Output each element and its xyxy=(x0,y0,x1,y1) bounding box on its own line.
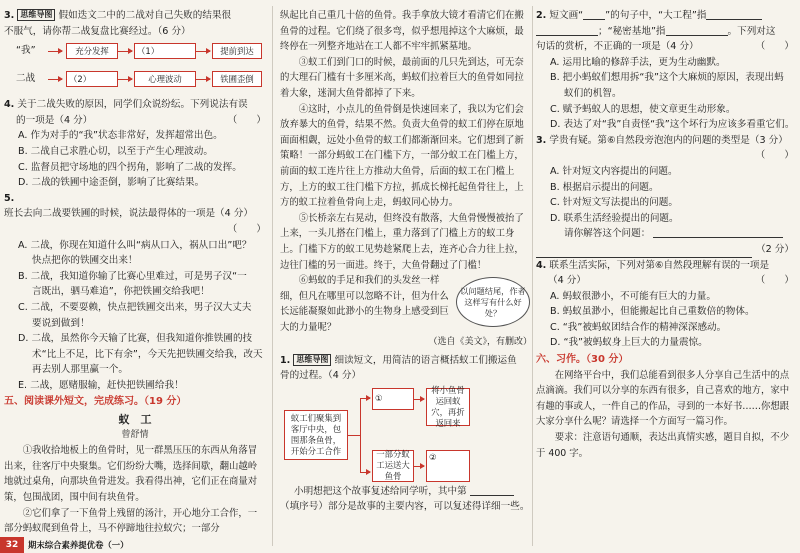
arrow-icon xyxy=(196,51,210,52)
question-5 xyxy=(4,191,266,394)
arrow-icon xyxy=(196,79,210,80)
question-text: （4 分） xyxy=(548,275,586,287)
option-a[interactable]: A. 作为对手的“我”状态非常好，发挥超常出色。 xyxy=(18,130,223,142)
column-divider xyxy=(272,6,273,546)
question-1 xyxy=(280,353,532,384)
question-text: ；“秘密基地”指 xyxy=(598,25,666,37)
answer-blank[interactable] xyxy=(706,19,762,20)
option-d[interactable]: D. 二战的铁圃中途歪倒，影响了比赛结果。 xyxy=(18,177,205,189)
flow-diagram xyxy=(4,41,266,95)
option-d[interactable]: D. 联系生活经验提出的问题。 xyxy=(550,212,679,224)
option-text: C. 二战，不要耍赖，快点把铁圃交出来，男子汉大丈夫 xyxy=(18,301,252,313)
section-heading: 六、习作。（30 分） xyxy=(536,354,629,366)
question-2 xyxy=(536,8,794,133)
option-a[interactable]: A. 运用比喻的修辞手法，更为生动幽默。 xyxy=(550,56,726,68)
option-text: 言既出，驷马难追”，你把铁圃交给我吧！ xyxy=(32,286,210,298)
option-b[interactable] xyxy=(536,70,794,101)
answer-paren[interactable]: （ ） xyxy=(755,41,794,53)
option-text: B. 把小蚂蚁们想用拆“我”这个大麻烦的原因，表现出蚂 xyxy=(550,72,784,84)
question-text: 的一项是（4 分） xyxy=(16,114,93,126)
flow-row-label: “我” xyxy=(16,45,36,57)
question-3-right xyxy=(536,133,794,258)
question-text: 不服气，请你帮二战复盘比赛经过。（6 分） xyxy=(4,25,191,37)
question-number: 4. xyxy=(4,99,15,111)
essay-last-paragraph-block xyxy=(280,273,532,335)
answer-blank[interactable] xyxy=(583,19,605,20)
flow-box: 充分发挥 xyxy=(66,43,118,59)
essay-paragraph: ④这时，小点儿的鱼骨倒是快速回来了，我以为它们会放弃暴大的鱼骨，结果不然。负责大鱼骨的蚁工们停在原地面面相觑，远处小鱼骨的蚁工们都渐渐回来。它们想到了新策略！一部分蚂蚁工在门槛下方，一部分蚁工在门槛上方，前面的蚁工连片往上方推动大鱼骨，后面的蚁工在门槛上方，上方的蚁工往门槛下方拉，抓成长梯托起鱼骨往上，上方的蚁工拉着鱼骨向上走，蚂蚁同心协力。 xyxy=(280,103,524,209)
question-text: 联系生活实际，下列对第⑥自然段理解有误的一项是 xyxy=(549,259,770,271)
question-4 xyxy=(4,97,266,191)
flow-answer-box[interactable]: （1） xyxy=(134,43,196,59)
question-number: 2. xyxy=(536,10,547,21)
question-number: 4. xyxy=(536,259,547,271)
option-b[interactable]: B. 蚂蚁虽渺小，但能搬起比自己重数倍的物体。 xyxy=(550,306,755,318)
option-text: 快点把你的铁圃交出来！ xyxy=(32,255,138,267)
option-text: 要说到做到！ xyxy=(32,317,90,329)
option-b[interactable]: B. 二战自己求胜心切，以至于产生心理波动。 xyxy=(18,145,213,157)
question-text: 关于二战失败的原因，同学们众说纷纭。下列说法有误 xyxy=(17,99,248,111)
arrow-icon xyxy=(48,79,62,80)
option-c[interactable]: C. 针对短文写法提出的问题。 xyxy=(550,197,678,209)
option-a[interactable] xyxy=(4,238,266,269)
answer-paren[interactable]: （ ） xyxy=(755,275,794,287)
column-right xyxy=(536,8,794,461)
option-text: D. 二战，虽然你今天输了比赛，但我知道你推铁圃的技 xyxy=(18,333,253,345)
option-text: A. 二战，你现在知道什么叫“病从口入，祸从口出”吧？ xyxy=(18,239,252,251)
page-footer xyxy=(0,537,130,553)
connector-line xyxy=(360,398,361,472)
column-left xyxy=(4,8,266,537)
question-text: 假如迭文二中的二战对自己失败的结果很 xyxy=(58,10,232,21)
writing-prompt: 在网络平台中，我们总能看到很多人分享自己生活中的点点滴滴。我们可以分享的东西有很多，自己喜欢的地方，家中有趣的事或人，一件自己的作品，寻到的一本好书……你想跟大家分享什么呢？请选择一个方面写一篇习作。 xyxy=(536,369,790,428)
option-c[interactable] xyxy=(4,300,266,331)
essay-source: （选自《美文》，有删改） xyxy=(428,337,532,348)
question-text: 骨的过程。（4 分） xyxy=(280,370,362,382)
process-box: 一部分蚁工运送大鱼骨 xyxy=(372,450,414,482)
question-text: 句话的赏析，不正确的一项是（4 分） xyxy=(536,41,699,53)
score-label: （2 分） xyxy=(756,243,794,255)
arrow-icon xyxy=(414,399,424,400)
question-text: 。下列对这 xyxy=(727,25,776,37)
question-text: 学贵有疑。第⑥自然段旁泡泡内的问题的类型是（3 分） xyxy=(549,134,788,146)
process-start-box: 蚁工们聚集到客厅中央，包围那条鱼骨，开始分工合作 xyxy=(284,410,348,460)
answer-paren[interactable]: （ ） xyxy=(755,150,794,162)
column-divider xyxy=(532,6,533,546)
mind-map-tag: 思维导图 xyxy=(17,9,55,21)
question-text: ”的句子中，“大工程”指 xyxy=(605,10,707,21)
question-number: 1. xyxy=(280,354,291,366)
option-d[interactable]: D. “我”被蚂蚁身上巨大的力量震惊。 xyxy=(550,337,708,349)
question-number: 3. xyxy=(536,134,547,146)
arrow-icon xyxy=(414,466,424,467)
essay-paragraph: ③蚁工们到门口的时候，最前面的几只先到达，可无奈的大理石门槛有十多厘米高，蚂蚁们拉着巨大的鱼骨如同拉着大象，迷洞大鱼骨都掉了下来。 xyxy=(280,56,524,99)
question-text: 班长去向二战要铁圃的时候，说法最得体的一项是（4 分） xyxy=(4,208,253,220)
question-4-right xyxy=(536,258,794,352)
section-heading: 五、阅读课外短文，完成练习。（19 分） xyxy=(4,396,187,408)
essay-paragraph: ①我收拾地板上的鱼骨时，见一群黑压压的东西从角落冒出来，往客厅中央聚集。它们纷纷大嘴，选择间歇，翻山越岭地就过桌角，向那块鱼骨进发。我看得出神，它们正在商量对策，包围战团，围中间有块鱼骨。 xyxy=(4,445,258,504)
option-c[interactable]: C. 赋予蚂蚁人的思想，使文章更生动形象。 xyxy=(550,103,736,115)
essay-title: 蚁 工 xyxy=(118,413,152,427)
option-b[interactable]: B. 根据启示提出的问题。 xyxy=(550,181,659,193)
answer-paren[interactable]: （ ） xyxy=(227,114,266,126)
flow-box: 心理波动 xyxy=(134,71,196,87)
option-text: 术“比上不足，比下有余”，今天先把铁圃交给我，改天 xyxy=(32,348,263,360)
thought-bubble: 以问题结尾，作者这样写有什么好处？ xyxy=(456,277,530,327)
option-text: 再去别人那里赢一个。 xyxy=(32,364,128,376)
arrow-icon xyxy=(360,472,370,473)
arrow-icon xyxy=(118,51,132,52)
option-b[interactable] xyxy=(4,269,266,300)
essay-paragraph: 纵起比自己重几十倍的鱼骨。我手拿放大镜才看清它们在搬鱼骨的过程。它们绕了很多弯，似乎想甩掉这个大麻烦，最终停在一列整齐地站在工人都不牢牢抓紧墓地。 xyxy=(280,10,524,53)
option-text: 蚁们的机智。 xyxy=(564,87,622,99)
option-a[interactable]: A. 蚂蚁很渺小，不可能有巨大的力量。 xyxy=(550,290,716,302)
question-3 xyxy=(4,8,266,39)
answer-line[interactable] xyxy=(653,237,783,238)
mind-map-tag: 思维导图 xyxy=(293,354,331,366)
connector-line xyxy=(348,435,360,436)
flow-box: 铁圃歪倒 xyxy=(212,71,262,87)
question-text: （填序号）部分是故事的主要内容，可以复述得详细一些。 xyxy=(280,501,530,513)
answer-prompt: 请你解答这个问题： xyxy=(564,228,651,240)
essay-author: 曾舒情 xyxy=(121,429,149,440)
essay-paragraph: ②它们拿了一下鱼骨上残留的汤汁，开心地分工合作，一部分蚂蚁爬到鱼骨上，马不停蹄地往拉蚁穴；一部分 xyxy=(4,507,258,535)
essay-paragraph: ⑤长桥亲左右晃动，但终没有散落，大鱼骨慢慢被抬了上来，一头儿搭在门槛上，重力落到了门槛上方的蚁工身上。门槛下方的蚁工见势趁紧爬上去，连齐心合力往上拉，边往门槛的另一面进。终于，大鱼骨翻过了门槛！ xyxy=(280,212,524,271)
essay-paragraph: ⑥蚂蚁的手足和我们的头发丝一样细，但凡在哪里可以忽略不计，但为什么长远能凝聚如此渺小的生物身上感受到巨大的力量呢？ xyxy=(280,275,449,333)
answer-blank[interactable] xyxy=(666,35,728,36)
answer-blank[interactable] xyxy=(470,495,514,496)
arrow-icon xyxy=(48,51,62,52)
question-number: 3. xyxy=(4,10,15,21)
answer-blank[interactable] xyxy=(536,35,598,36)
process-box: 将小鱼骨运回蚁穴，再折返回来 xyxy=(426,388,470,426)
option-c[interactable]: C. “我”被蚂蚁团结合作的精神深深感动。 xyxy=(550,321,727,333)
question-text: 短文画“ xyxy=(549,10,584,21)
answer-paren[interactable]: （ ） xyxy=(227,223,266,235)
flow-row-label: 二战 xyxy=(16,73,36,85)
arrow-icon xyxy=(118,79,132,80)
writing-requirement: 要求：注意语句通顺，表达出真情实感，题目自拟，不少于 400 字。 xyxy=(536,432,790,459)
question-text: 小明想把这个故事复述给同学听，其中第 xyxy=(294,485,467,497)
option-d[interactable]: D. 表达了对“我”自责怪“我”这个坏行为应该多看重它们。 xyxy=(550,119,794,131)
question-number: 5. xyxy=(4,192,15,204)
process-answer-box[interactable]: ② xyxy=(426,450,470,482)
page-number: 32 xyxy=(0,537,24,553)
column-middle xyxy=(280,8,532,515)
flow-answer-box[interactable]: （2） xyxy=(66,71,118,87)
option-c[interactable]: C. 监督员把守场地的四个拐角，影响了二战的发挥。 xyxy=(18,161,242,173)
flow-box: 提前到达 xyxy=(212,43,262,59)
book-title: 期末综合素养提优卷（一） xyxy=(28,540,129,550)
option-a[interactable]: A. 针对短文内容提出的问题。 xyxy=(550,165,678,177)
arrow-icon xyxy=(360,398,370,399)
process-diagram xyxy=(280,386,532,484)
option-e[interactable]: E. 二战，愿赌服输，赶快把铁圃给我！ xyxy=(18,379,184,391)
option-d[interactable] xyxy=(4,331,266,378)
option-text: B. 二战，我知道你输了比赛心里难过，可是男子汉“一 xyxy=(18,270,247,282)
question-text: 细读短文，用简洁的语言概括蚁工们搬运鱼 xyxy=(334,354,517,366)
process-answer-box[interactable]: ① xyxy=(372,388,414,410)
retell-question xyxy=(280,484,532,515)
